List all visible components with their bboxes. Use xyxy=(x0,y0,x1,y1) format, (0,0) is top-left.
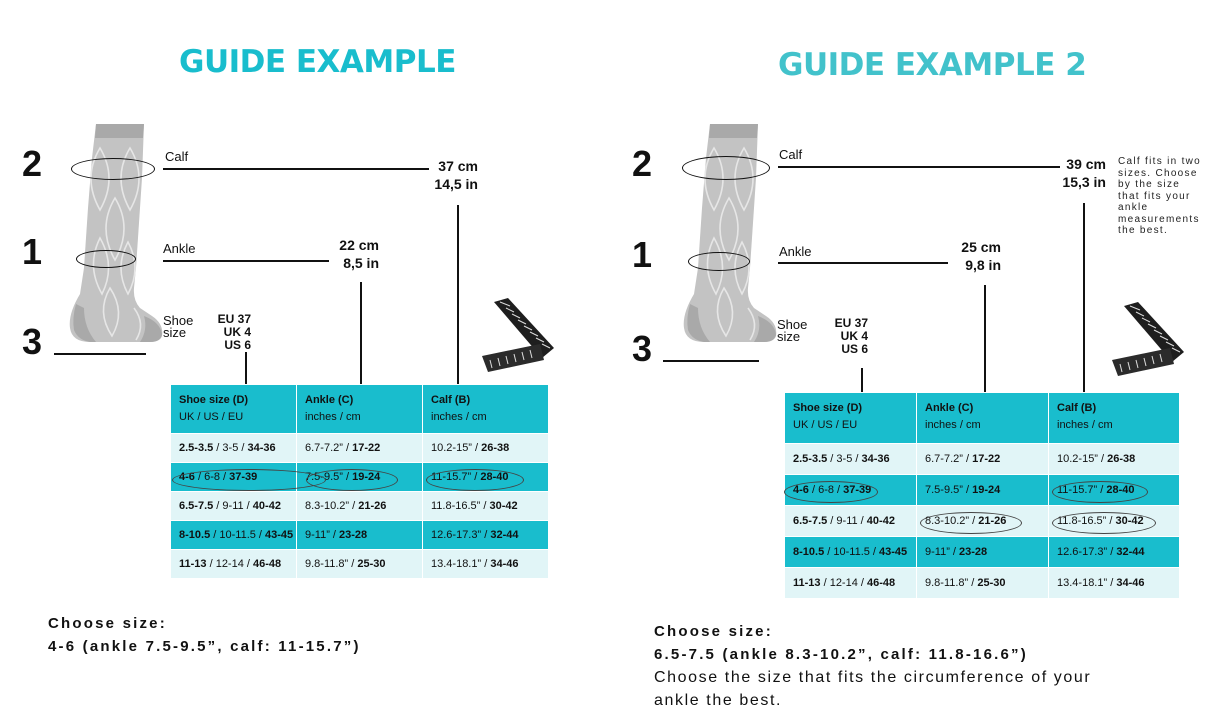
table-cell: 8-10.5 / 10-11.5 / 43-45 xyxy=(171,521,297,550)
table-header-row xyxy=(785,393,1180,444)
ankle-in: 9,8 in xyxy=(965,257,1001,273)
shoe-label-line-2: size xyxy=(163,325,187,340)
guide-example-2 xyxy=(608,0,1226,725)
shoe-number: 3 xyxy=(22,321,43,362)
header-shoe-size xyxy=(171,385,297,434)
header-shoe-size xyxy=(785,393,917,444)
shoe-line xyxy=(663,360,759,362)
shoe-size-values xyxy=(818,317,868,356)
calf-measure-ring xyxy=(682,156,770,180)
selected-calf-ellipse-1 xyxy=(1052,481,1148,503)
shoe-uk: UK 4 xyxy=(840,329,868,343)
guide-example-1 xyxy=(0,0,600,725)
header-title: Calf (B) xyxy=(1057,402,1097,414)
header-title: Ankle (C) xyxy=(925,402,974,414)
choose-size-title: Choose size: xyxy=(654,623,773,640)
table-cell: 7.5-9.5” / 19-24 xyxy=(917,475,1049,506)
table-cell: 6.7-7.2” / 17-22 xyxy=(917,444,1049,475)
ankle-label: Ankle xyxy=(163,241,196,256)
selected-calf-ellipse xyxy=(426,469,524,491)
table-cell: 12.6-17.3” / 32-44 xyxy=(423,521,549,550)
ankle-cm: 25 cm xyxy=(961,239,1001,255)
calf-number: 2 xyxy=(22,143,43,184)
calf-in: 14,5 in xyxy=(434,176,478,192)
table-cell: 11-15.7” / 28-40 xyxy=(1049,475,1180,506)
ankle-cm: 22 cm xyxy=(339,237,379,253)
choose-size-note-2: ankle the best. xyxy=(654,692,783,709)
ankle-number: 1 xyxy=(632,234,653,275)
table-cell: 4-6 / 6-8 / 37-39 xyxy=(171,463,297,492)
shoe-label-line-2: size xyxy=(777,329,801,344)
compression-sock-icon xyxy=(60,118,170,358)
table-cell: 9-11” / 23-28 xyxy=(297,521,423,550)
selected-ankle-ellipse xyxy=(920,512,1022,534)
choose-size-title: Choose size: xyxy=(48,615,167,632)
selected-shoe-ellipse xyxy=(172,469,326,491)
ankle-label: Ankle xyxy=(779,244,812,259)
table-cell: 10.2-15” / 26-38 xyxy=(423,434,549,463)
shoe-us: US 6 xyxy=(841,342,868,356)
table-row xyxy=(785,444,1180,475)
table-cell: 11-13 / 12-14 / 46-48 xyxy=(785,568,917,599)
calf-note xyxy=(1118,156,1201,237)
note-line: by the size xyxy=(1118,179,1181,190)
table-row xyxy=(171,521,549,550)
table-cell: 6.5-7.5 / 9-11 / 40-42 xyxy=(171,492,297,521)
table-cell: 9-11” / 23-28 xyxy=(917,537,1049,568)
table-cell: 8.3-10.2” / 21-26 xyxy=(917,506,1049,537)
shoe-label-line-1: Shoe xyxy=(163,313,194,328)
header-title: Shoe size (D) xyxy=(793,402,863,414)
calf-line xyxy=(163,168,429,170)
table-cell: 9.8-11.8” / 25-30 xyxy=(917,568,1049,599)
table-cell: 2.5-3.5 / 3-5 / 34-36 xyxy=(171,434,297,463)
table-cell: 11.8-16.5” / 30-42 xyxy=(1049,506,1180,537)
shoe-size-label xyxy=(777,319,807,343)
table-cell: 6.5-7.5 / 9-11 / 40-42 xyxy=(785,506,917,537)
calf-cm: 39 cm xyxy=(1066,156,1106,172)
choose-size-value: 6.5-7.5 (ankle 8.3-10.2”, calf: 11.8-16.6”) xyxy=(654,646,1028,663)
table-cell: 10.2-15” / 26-38 xyxy=(1049,444,1180,475)
measuring-tape-icon xyxy=(1110,300,1188,378)
note-line: Calf fits in two xyxy=(1118,156,1202,167)
calf-measure-ring xyxy=(71,158,155,180)
calf-line xyxy=(778,166,1060,168)
table-row xyxy=(171,550,549,579)
calf-number: 2 xyxy=(632,143,653,184)
ankle-measure-ring xyxy=(76,250,136,268)
table-cell: 11.8-16.5” / 30-42 xyxy=(423,492,549,521)
table-cell: 8.3-10.2” / 21-26 xyxy=(297,492,423,521)
shoe-label-line-1: Shoe xyxy=(777,317,808,332)
note-line: the best. xyxy=(1118,225,1169,236)
table-cell: 12.6-17.3” / 32-44 xyxy=(1049,537,1180,568)
ankle-in: 8,5 in xyxy=(343,255,379,271)
ankle-number: 1 xyxy=(22,231,43,272)
ankle-measure-ring xyxy=(688,252,750,271)
header-calf xyxy=(423,385,549,434)
shoe-size-label xyxy=(163,315,193,339)
header-sub: inches / cm xyxy=(1057,419,1113,431)
table-row xyxy=(171,434,549,463)
ankle-measurement xyxy=(923,238,1001,274)
calf-label: Calf xyxy=(165,149,189,164)
shoe-uk: UK 4 xyxy=(223,325,251,339)
header-sub: inches / cm xyxy=(305,411,361,423)
calf-measurement xyxy=(400,157,478,193)
header-sub: inches / cm xyxy=(925,419,981,431)
choose-size-text xyxy=(654,620,1091,712)
header-ankle xyxy=(917,393,1049,444)
header-sub: inches / cm xyxy=(431,411,487,423)
compression-sock-icon xyxy=(674,118,784,358)
choose-size-note-1: Choose the size that fits the circumference of your xyxy=(654,669,1092,686)
measuring-tape-icon xyxy=(480,296,558,374)
calf-label: Calf xyxy=(779,147,803,162)
shoe-eu: EU 37 xyxy=(834,316,868,330)
table-row xyxy=(171,492,549,521)
shoe-eu: EU 37 xyxy=(217,312,251,326)
header-sub: UK / US / EU xyxy=(793,419,858,431)
guide-title: GUIDE EXAMPLE 2 xyxy=(778,47,1087,83)
calf-in: 15,3 in xyxy=(1062,174,1106,190)
note-line: that fits your xyxy=(1118,190,1191,202)
shoe-us: US 6 xyxy=(224,338,251,352)
table-cell: 13.4-18.1” / 34-46 xyxy=(1049,568,1180,599)
selected-shoe-ellipse xyxy=(784,481,878,503)
table-row xyxy=(785,537,1180,568)
calf-measurement xyxy=(1028,155,1106,191)
header-title: Calf (B) xyxy=(431,394,471,406)
choose-size-text xyxy=(48,612,361,658)
calf-cm: 37 cm xyxy=(438,158,478,174)
header-calf xyxy=(1049,393,1180,444)
choose-size-value: 4-6 (ankle 7.5-9.5”, calf: 11-15.7”) xyxy=(48,638,361,655)
table-cell: 11-13 / 12-14 / 46-48 xyxy=(171,550,297,579)
table-cell: 9.8-11.8” / 25-30 xyxy=(297,550,423,579)
header-title: Ankle (C) xyxy=(305,394,354,406)
table-row xyxy=(785,568,1180,599)
header-sub: UK / US / EU xyxy=(179,411,244,423)
table-cell: 7.5-9.5” / 19-24 xyxy=(297,463,423,492)
note-line: measurements xyxy=(1118,213,1200,225)
selected-ankle-ellipse xyxy=(306,469,398,491)
table-cell: 11-15.7” / 28-40 xyxy=(423,463,549,492)
shoe-size-values xyxy=(200,313,251,352)
table-cell: 13.4-18.1” / 34-46 xyxy=(423,550,549,579)
guide-title: GUIDE EXAMPLE xyxy=(179,44,456,80)
note-line: ankle xyxy=(1118,202,1149,213)
header-ankle xyxy=(297,385,423,434)
note-line: sizes. Choose xyxy=(1118,167,1198,179)
table-cell: 2.5-3.5 / 3-5 / 34-36 xyxy=(785,444,917,475)
shoe-number: 3 xyxy=(632,328,653,369)
header-title: Shoe size (D) xyxy=(179,394,249,406)
table-cell: 4-6 / 6-8 / 37-39 xyxy=(785,475,917,506)
table-cell: 8-10.5 / 10-11.5 / 43-45 xyxy=(785,537,917,568)
table-cell: 6.7-7.2” / 17-22 xyxy=(297,434,423,463)
table-header-row xyxy=(171,385,549,434)
shoe-line xyxy=(54,353,146,355)
selected-calf-ellipse-2 xyxy=(1052,512,1156,534)
ankle-measurement xyxy=(300,236,379,272)
